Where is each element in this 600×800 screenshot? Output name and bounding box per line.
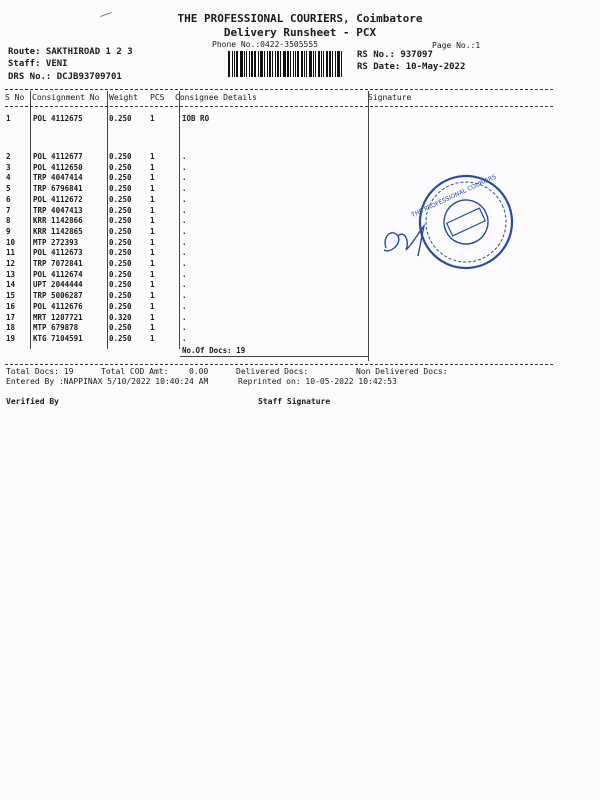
col-consignee-header: Consignee Details (175, 93, 257, 102)
row-sno: 7 (6, 205, 11, 215)
row-sno: 8 (6, 216, 11, 226)
row-sno: 19 (6, 334, 16, 343)
row-consignment: TRP 4047413 (33, 205, 83, 215)
row-weight: 0.250 (109, 205, 132, 215)
barcode-bar (258, 51, 259, 77)
barcode-bar (306, 51, 307, 77)
col-sno-header: S No (5, 93, 25, 102)
table-row (0, 280, 600, 290)
barcode-bar (269, 51, 271, 77)
docs-underline (180, 356, 368, 357)
barcode-bar (260, 51, 263, 77)
divider-footer (5, 364, 553, 365)
row-sno: 3 (6, 162, 11, 172)
total-docs: Total Docs: 19 (6, 367, 74, 376)
row-details: . (182, 269, 187, 279)
row-sno: 5 (6, 184, 11, 194)
row-consignment: POL 4112674 (33, 269, 83, 279)
row-details: . (182, 184, 187, 194)
company-name: THE PROFESSIONAL COURIERS, Coimbatore (177, 12, 423, 25)
row-sno: 2 (6, 152, 11, 161)
row-sno: 17 (6, 312, 16, 322)
row-details: . (182, 312, 187, 322)
barcode-bar (304, 51, 305, 77)
barcode-bar (275, 51, 276, 77)
row-pcs: 1 (150, 334, 155, 343)
row-details: . (182, 216, 187, 226)
row-weight: 0.250 (109, 334, 132, 343)
row-consignment: POL 4112650 (33, 162, 83, 172)
row-pcs: 1 (150, 114, 155, 123)
delivered-docs: Delivered Docs: (236, 367, 309, 376)
barcode-bar (244, 51, 245, 77)
barcode-bar (234, 51, 235, 77)
row-pcs: 1 (150, 301, 155, 311)
row-weight: 0.250 (109, 269, 132, 279)
barcode-bar (264, 51, 265, 77)
barcode-bar (315, 51, 316, 77)
document-title: Delivery Runsheet - PCX (223, 26, 377, 39)
row-weight: 0.250 (109, 184, 132, 194)
row-sno: 12 (6, 259, 16, 268)
row-details: . (182, 323, 187, 333)
barcode-bar (295, 51, 296, 77)
table-row (0, 334, 600, 344)
barcode-bar (332, 51, 333, 77)
row-sno: 11 (6, 248, 16, 258)
barcode-bar (321, 51, 322, 77)
barcode-bar (236, 51, 238, 77)
row-pcs: 1 (150, 237, 155, 247)
divider-header (5, 106, 553, 107)
staff-signature: Staff Signature (258, 397, 331, 406)
barcode-bar (329, 51, 331, 77)
row-weight: 0.250 (109, 226, 132, 236)
drs-number: DRS No.: DCJB93709701 (8, 72, 122, 82)
row-sno: 6 (6, 194, 11, 204)
row-pcs: 1 (150, 291, 155, 301)
row-sno: 18 (6, 323, 16, 333)
row-consignment: MTP 679878 (33, 323, 79, 333)
row-details: IOB RO (182, 114, 210, 123)
row-consignment: POL 4112677 (33, 152, 83, 161)
row-pcs: 1 (150, 269, 155, 279)
table-row (0, 302, 600, 312)
row-details: . (182, 162, 187, 172)
row-sno: 10 (6, 237, 16, 247)
row-details: . (182, 152, 187, 161)
row-weight: 0.250 (109, 162, 132, 172)
row-consignment: KTG 7104591 (33, 334, 83, 343)
divider-top (5, 89, 553, 90)
barcode-bar (341, 51, 342, 77)
barcode-bar (249, 51, 250, 77)
row-details: . (182, 301, 187, 311)
route-label: Route: SAKTHIROAD 1 2 3 (8, 47, 133, 57)
page-number: Page No.:1 (432, 41, 481, 50)
barcode-bar (293, 51, 294, 77)
row-consignment: TRP 4047414 (33, 173, 83, 183)
barcode-bar (318, 51, 320, 77)
row-consignment: KRR 1142866 (33, 216, 83, 226)
barcode-bar (313, 51, 314, 77)
barcode-bar (287, 51, 289, 77)
company-seal-stamp (380, 170, 540, 280)
row-consignment: TRP 6796841 (33, 184, 83, 194)
staff-label: Staff: VENI (8, 59, 68, 69)
row-details: . (182, 280, 187, 290)
barcode-bar (240, 51, 243, 77)
row-details: . (182, 291, 187, 301)
row-pcs: 1 (150, 194, 155, 204)
barcode-bar (272, 51, 273, 77)
verified-by: Verified By (6, 397, 59, 406)
barcode-bar (323, 51, 324, 77)
barcode-bar (228, 51, 230, 77)
row-pcs: 1 (150, 248, 155, 258)
table-row (0, 114, 600, 124)
row-consignment: POL 4112675 (33, 114, 83, 123)
barcode-bar (246, 51, 247, 77)
row-details: . (182, 205, 187, 215)
row-details: . (182, 259, 187, 268)
row-pcs: 1 (150, 259, 155, 268)
row-sno: 1 (6, 114, 11, 123)
row-weight: 0.250 (109, 114, 132, 123)
row-sno: 4 (6, 173, 11, 183)
row-sno: 15 (6, 291, 16, 301)
barcode-bar (337, 51, 340, 77)
barcode-bar (301, 51, 303, 77)
barcode-bar (309, 51, 312, 77)
row-pcs: 1 (150, 312, 155, 322)
table-row (0, 152, 600, 162)
row-weight: 0.250 (109, 323, 132, 333)
row-consignment: MTP 272393 (33, 237, 79, 247)
row-consignment: MRT 1207721 (33, 312, 83, 322)
total-cod-label: Total COD Amt: (101, 367, 169, 376)
col-pcs-header: PCS (150, 93, 165, 102)
row-weight: 0.250 (109, 152, 132, 161)
row-consignment: POL 4112672 (33, 194, 83, 204)
row-sno: 14 (6, 280, 16, 290)
row-consignment: UPT 2044444 (33, 280, 83, 290)
barcode-bar (290, 51, 291, 77)
barcode-bar (283, 51, 286, 77)
total-cod-value: 0.00 (189, 367, 209, 376)
row-details: . (182, 248, 187, 258)
row-consignment: TRP 7072841 (33, 259, 83, 268)
row-weight: 0.250 (109, 280, 132, 290)
barcode-bar (254, 51, 256, 77)
col-consignment-header: Consignment No (32, 93, 100, 102)
reprinted-on: Reprinted on: 10-05-2022 10:42:53 (238, 377, 397, 386)
col-signature-header: Signature (368, 93, 412, 102)
barcode-bar (232, 51, 233, 77)
row-pcs: 1 (150, 216, 155, 226)
barcode-bar (326, 51, 328, 77)
row-details: . (182, 237, 187, 247)
row-details: . (182, 194, 187, 204)
entered-by: Entered By :NAPPINAX 5/10/2022 10:40:24 AM (6, 377, 209, 386)
row-weight: 0.250 (109, 216, 132, 226)
seal-text: THE PROFESSIONAL COURIERS (410, 173, 498, 219)
phone-number: Phone No.:0422-3505555 (212, 40, 318, 49)
row-weight: 0.250 (109, 301, 132, 311)
row-weight: 0.250 (109, 248, 132, 258)
table-row (0, 313, 600, 323)
rs-date: RS Date: 10-May-2022 (357, 62, 466, 72)
rs-number: RS No.: 937097 (357, 50, 433, 60)
table-row (0, 291, 600, 301)
row-weight: 0.250 (109, 291, 132, 301)
barcode-image (228, 51, 348, 77)
row-details: . (182, 334, 187, 343)
row-pcs: 1 (150, 280, 155, 290)
row-details: . (182, 173, 187, 183)
row-weight: 0.320 (109, 312, 132, 322)
barcode-bar (277, 51, 279, 77)
no-of-docs: No.Of Docs: 19 (182, 346, 246, 355)
row-pcs: 1 (150, 226, 155, 236)
barcode-bar (335, 51, 336, 77)
row-consignment: POL 4112673 (33, 248, 83, 258)
row-consignment: KRR 1142865 (33, 226, 83, 236)
row-weight: 0.250 (109, 194, 132, 204)
row-pcs: 1 (150, 162, 155, 172)
row-sno: 16 (6, 301, 16, 311)
barcode-bar (297, 51, 299, 77)
row-sno: 13 (6, 269, 16, 279)
barcode-bar (267, 51, 268, 77)
row-weight: 0.250 (109, 237, 132, 247)
row-weight: 0.250 (109, 173, 132, 183)
row-pcs: 1 (150, 205, 155, 215)
row-weight: 0.250 (109, 259, 132, 268)
row-details: . (182, 226, 187, 236)
row-sno: 9 (6, 226, 11, 236)
table-row (0, 323, 600, 333)
row-pcs: 1 (150, 184, 155, 194)
row-pcs: 1 (150, 152, 155, 161)
row-pcs: 1 (150, 173, 155, 183)
barcode-bar (280, 51, 281, 77)
row-pcs: 1 (150, 323, 155, 333)
non-delivered-docs: Non Delivered Docs: (356, 367, 448, 376)
row-consignment: POL 4112676 (33, 301, 83, 311)
signature-scribble (384, 226, 424, 256)
col-weight-header: Weight (109, 93, 138, 102)
barcode-bar (251, 51, 253, 77)
row-consignment: TRP 5006287 (33, 291, 83, 301)
